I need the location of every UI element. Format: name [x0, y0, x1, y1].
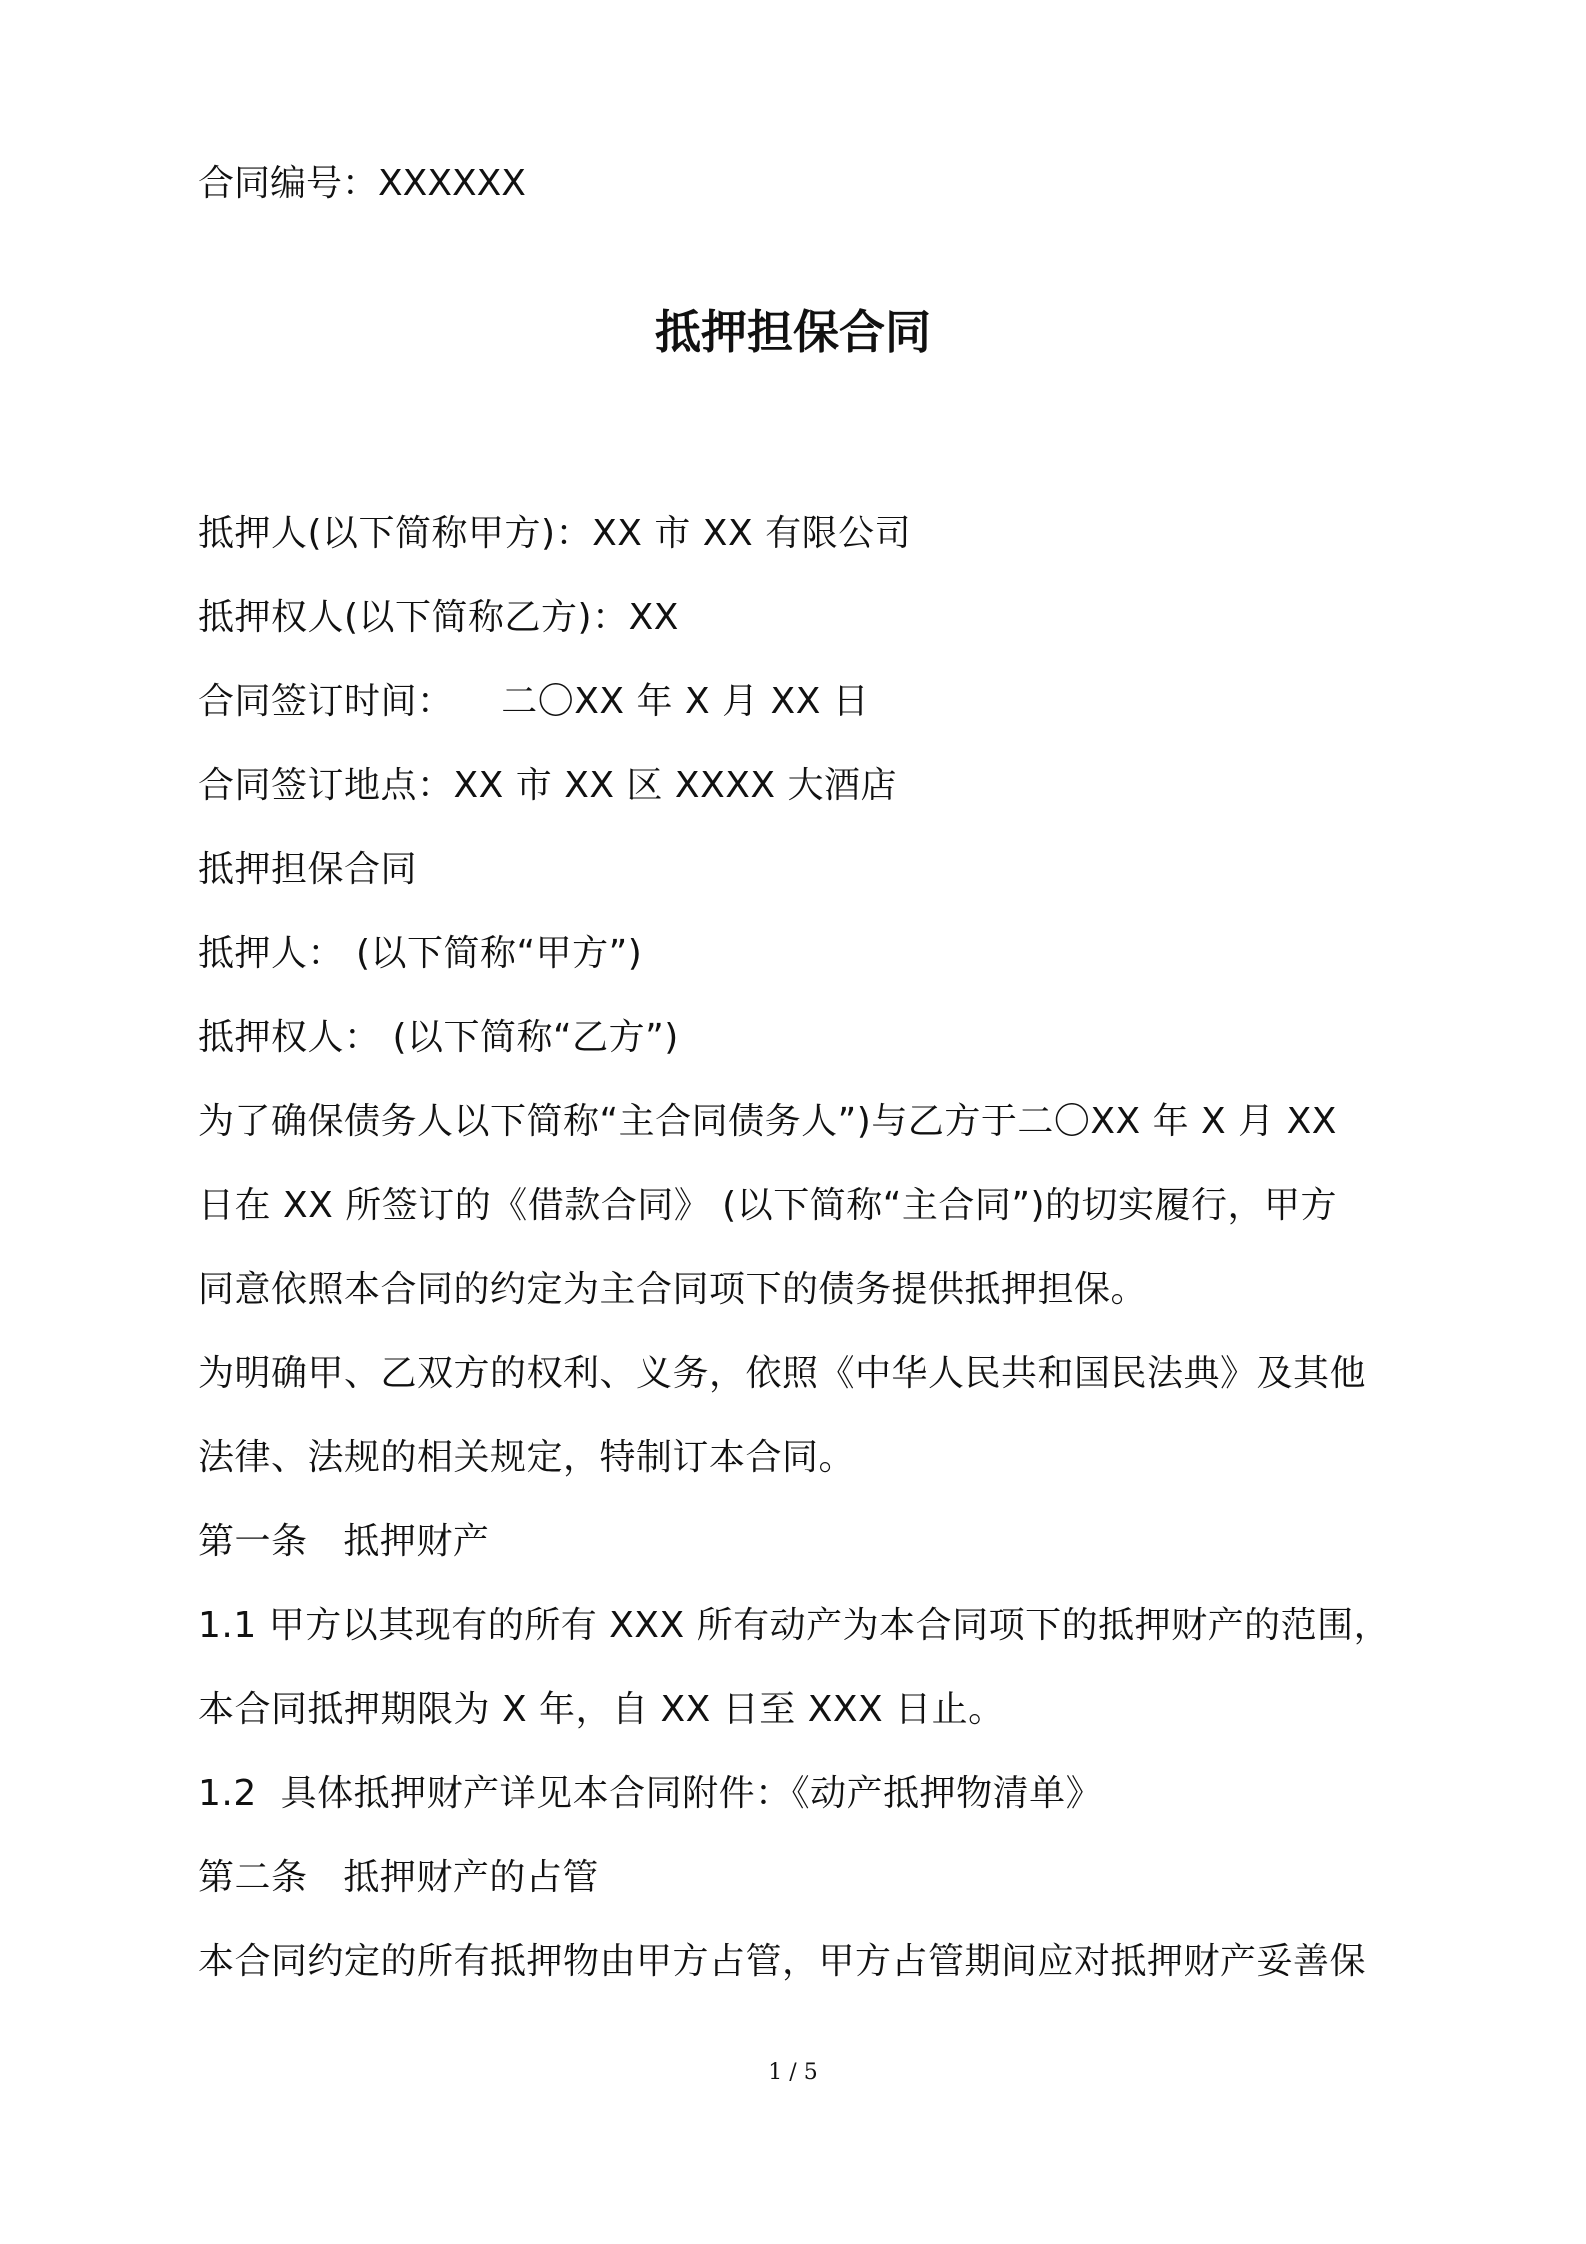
document-body	[198, 492, 1418, 2004]
contract-number: 合同编号：XXXXXX	[198, 163, 526, 204]
document-title: 抵押担保合同	[655, 305, 931, 359]
clause-line: 本合同约定的所有抵押物由甲方占管，甲方占管期间应对抵押财产妥善保	[198, 1941, 1367, 1982]
signing-date-line: 合同签订时间： 二〇XX 年 X 月 XX 日	[198, 681, 870, 722]
paragraph-line: 法律、法规的相关规定，特制订本合同。	[198, 1437, 856, 1478]
party-a-line: 抵押人(以下简称甲方)：XX 市 XX 有限公司	[198, 513, 912, 554]
signing-place-line: 合同签订地点：XX 市 XX 区 XXXX 大酒店	[198, 765, 898, 806]
paragraph-line: 同意依照本合同的约定为主合同项下的债务提供抵押担保。	[198, 1269, 1148, 1310]
paragraph-line: 为明确甲、乙双方的权利、义务，依照《中华人民共和国民法典》及其他	[198, 1353, 1367, 1394]
paragraph-line: 日在 XX 所签订的《借款合同》 (以下简称“主合同”)的切实履行，甲方	[198, 1185, 1338, 1226]
article-heading: 第二条 抵押财产的占管	[198, 1857, 599, 1898]
clause-line: 1.2 具体抵押财产详见本合同附件：《动产抵押物清单》	[198, 1773, 1103, 1814]
paragraph-line: 为了确保债务人以下简称“主合同债务人”)与乙方于二〇XX 年 X 月 XX	[198, 1101, 1337, 1142]
mortgagor-line: 抵押人： (以下简称“甲方”)	[198, 933, 643, 974]
page-number: 1 / 5	[768, 2060, 818, 2085]
clause-line: 本合同抵押期限为 X 年，自 XX 日至 XXX 日止。	[198, 1689, 1005, 1730]
section-heading: 抵押担保合同	[198, 849, 418, 890]
clause-line: 1.1 甲方以其现有的所有 XXX 所有动产为本合同项下的抵押财产的范围，	[198, 1605, 1391, 1646]
mortgagee-line: 抵押权人： (以下简称“乙方”)	[198, 1017, 679, 1058]
article-heading: 第一条 抵押财产	[198, 1521, 490, 1562]
party-b-line: 抵押权人(以下简称乙方)：XX	[198, 597, 679, 638]
